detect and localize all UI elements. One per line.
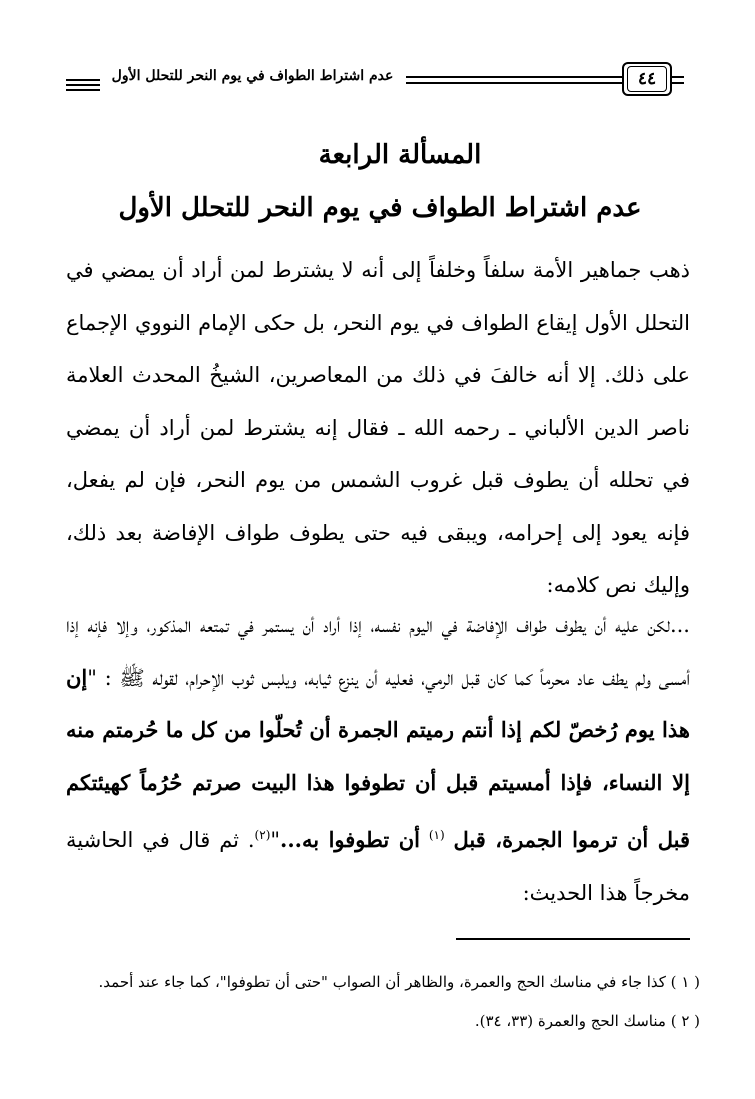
hadith-text-b: أن تطوفوا به... xyxy=(280,827,420,852)
chapter-title: عدم اشتراط الطواف في يوم النحر للتحلل الأول xyxy=(118,193,642,223)
page-number: ٤٤ xyxy=(627,66,667,92)
quote-intro: ...لكن عليه أن يطوف طواف الإفاضة في اليوم نفسه، إذا أراد أن يستمر في تمتعه المذكور، وإلا فإنه إذا أمسى ولم يطف عاد محرماً كما كان قبل الرمي، فعليه أن ينزع ثيابه، ويلبس ثوب الإحرام، لقوله ﷺ : " xyxy=(66,613,690,690)
footnote-2: ( ٢ ) مناسك الحج والعمرة (٣٣، ٣٤). xyxy=(474,1012,700,1030)
footnote-1: ( ١ ) كذا جاء في مناسك الحج والعمرة، والظاهر أن الصواب "حتى أن تطوفوا"، كما جاء عند أحمد. xyxy=(98,973,700,991)
quote-outro: . ثم قال في الحاشية مخرجاً هذا الحديث: xyxy=(66,828,690,905)
footnote-ref-1: (١) xyxy=(428,828,445,842)
header-ornament-right xyxy=(672,76,684,88)
hadith-text-a: إن هذا يوم رُخصّ لكم إذا أنتم رميتم الجمرة أن تُحلّوا من كل ما حُرمتم منه إلا النساء، فإذا أمسيتم قبل أن تطوفوا هذا البيت صرتم حُرُماً كهيئتكم قبل أن ترموا الجمرة، قبل xyxy=(66,664,690,852)
running-title: عدم اشتراط الطواف في يوم النحر للتحلل الأول xyxy=(111,68,394,84)
paragraph-1: ذهب جماهير الأمة سلفاً وخلفاً إلى أنه لا يشترط لمن أراد أن يمضي في التحلل الأول إيقاع الطواف في يوم النحر، بل حكى الإمام النووي الإجماع على ذلك. إلا أنه خالفَ في ذلك من المعاصرين، الشيخُ المحدث العلامة ناصر الدين الألباني ـ رحمه الله ـ فقال إنه يشترط لمن أراد أن يمضي في تحلله أن يطوف قبل غروب الشمس من يوم النحر، فإن لم يفعل، فإنه يعود إلى إحرامه، ويبقى فيه حتى يطوف طواف الإفاضة بعد ذلك، وإليك نص كلامه: xyxy=(66,258,690,597)
footnote-ref-2: (٢) xyxy=(254,828,271,842)
close-quote: " xyxy=(270,828,281,852)
header-ornament-left xyxy=(66,79,100,94)
page-number-frame xyxy=(622,62,672,96)
header-rule xyxy=(406,76,622,88)
footnote-separator xyxy=(456,938,690,940)
paragraph-2 xyxy=(66,599,690,919)
section-heading: المسألة الرابعة xyxy=(318,140,482,170)
